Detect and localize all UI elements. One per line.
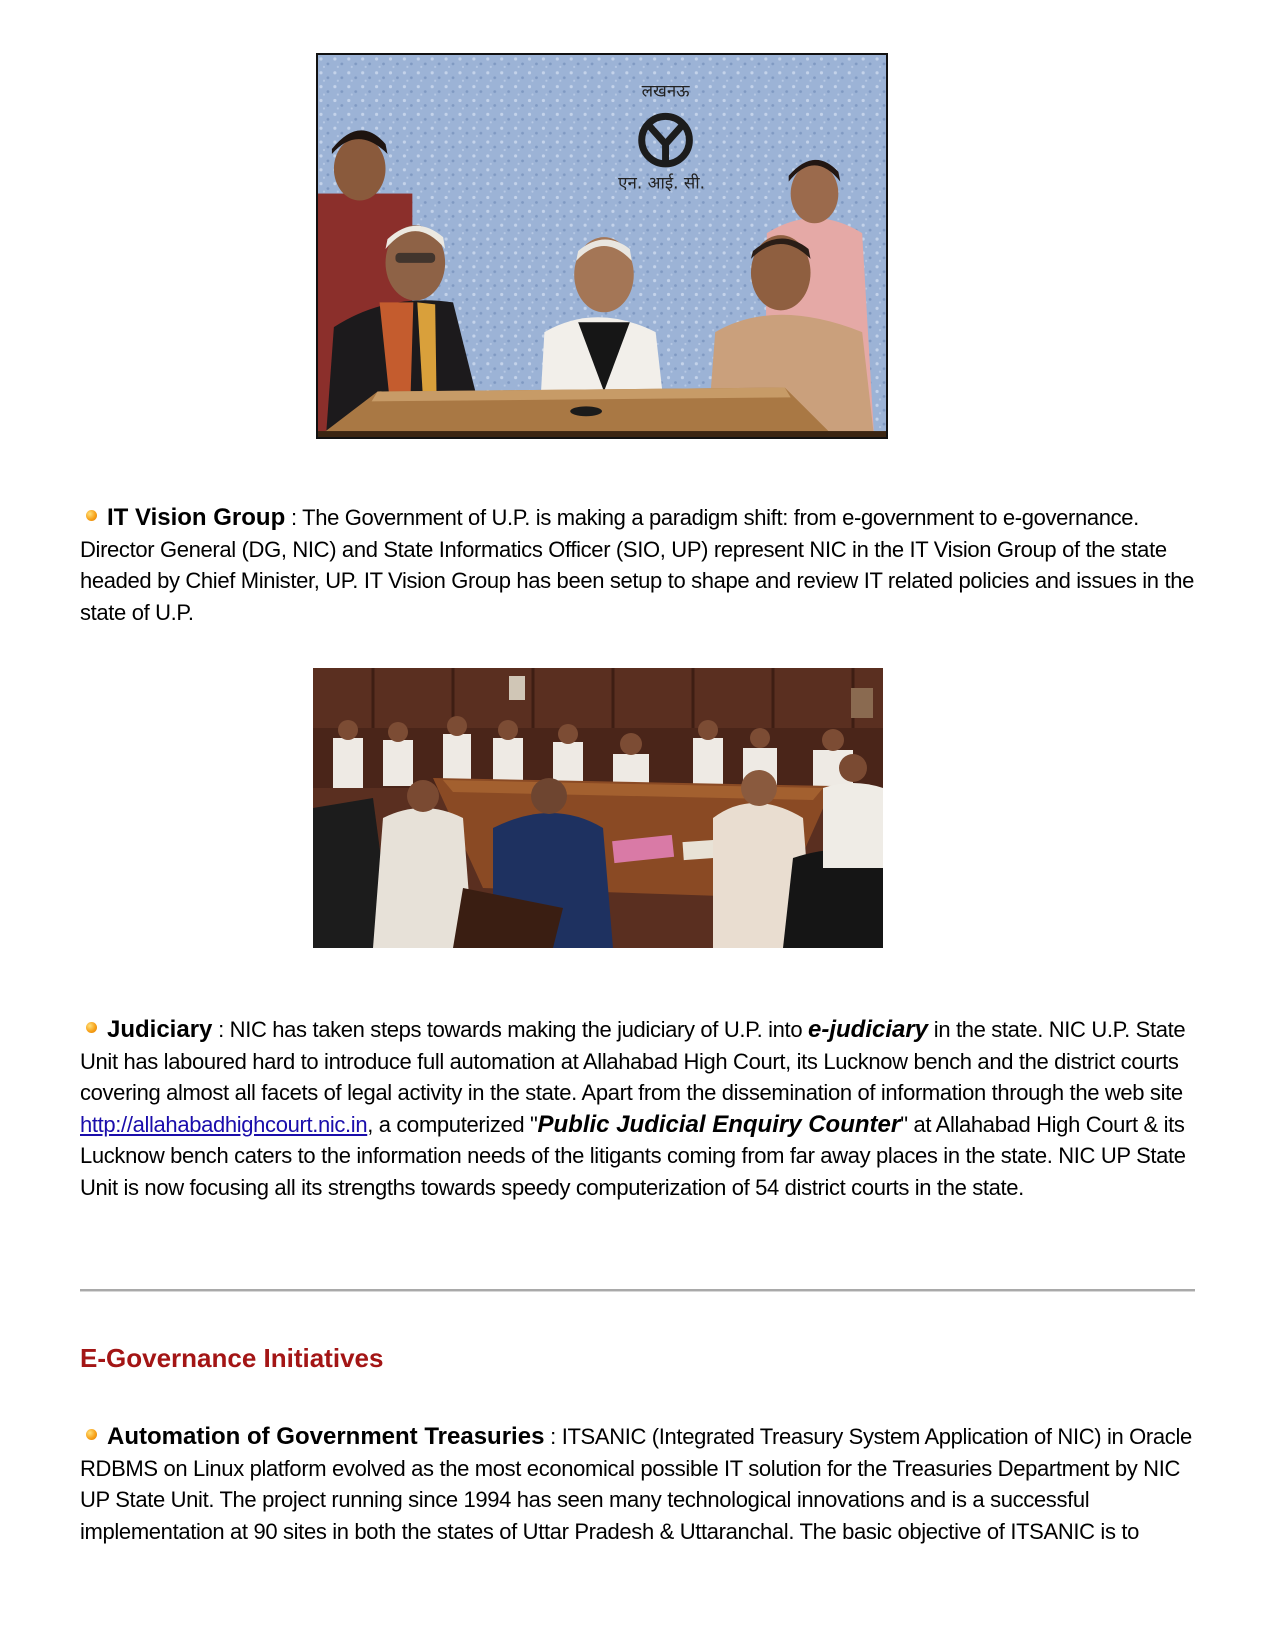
judiciary-text-4: " at Allahabad High Court & its Lucknow bench caters to the information needs of the litigants coming from far away places in the state. NIC UP State Unit is now focusing all its strengths towards speedy computerization of 54 district courts in the state. bbox=[80, 1111, 1186, 1200]
conference-meeting-photo bbox=[313, 668, 883, 948]
treasuries-term: Automation of Government Treasuries bbox=[107, 1423, 545, 1450]
judiciary-text-2: in the state. NIC U.P. State Unit has laboured hard to introduce full automation at Allahabad High Court, its Lucknow bench and the district courts covering almost all facets of legal activity in the state. Apart from the dissemination of information through the web site bbox=[80, 1017, 1186, 1105]
judiciary-term: Judiciary bbox=[107, 1016, 213, 1043]
sign-hindi-bottom: एन. आई. सी. bbox=[618, 172, 705, 193]
bullet-icon bbox=[86, 1429, 97, 1440]
horizontal-divider bbox=[80, 1289, 1195, 1292]
treasuries-text: : ITSANIC (Integrated Treasury System Application of NIC) in Oracle RDBMS on Linux platform evolved as the most economical possible IT solution for the Treasuries Department by NIC UP State Unit. The project running since 1994 has seen many technological innovations and is a successful implementation at 90 sites in both the states of Uttar Pradesh & Uttaranchal. The basic objective of ITSANIC is to bbox=[80, 1424, 1192, 1544]
it-vision-group-term: IT Vision Group bbox=[107, 504, 286, 531]
it-vision-group-paragraph bbox=[80, 502, 1195, 628]
bullet-icon bbox=[86, 1022, 97, 1033]
bullet-icon bbox=[86, 510, 97, 521]
e-judiciary-emphasis: e-judiciary bbox=[807, 1016, 929, 1043]
photo-illustration bbox=[318, 55, 886, 437]
sign-hindi-top: लखनऊ bbox=[641, 80, 690, 101]
photo-illustration bbox=[313, 668, 883, 948]
judiciary-paragraph bbox=[80, 1014, 1195, 1203]
judiciary-text-1: : NIC has taken steps towards making the judiciary of U.P. into bbox=[212, 1017, 808, 1042]
treasuries-paragraph bbox=[80, 1421, 1195, 1547]
judiciary-text-3: , a computerized " bbox=[367, 1111, 538, 1137]
public-judicial-enquiry-counter-emphasis: Public Judicial Enquiry Counter bbox=[537, 1110, 901, 1138]
allahabad-high-court-link[interactable]: http://allahabadhighcourt.nic.in bbox=[80, 1111, 368, 1137]
meeting-photo-nic-lucknow bbox=[316, 53, 888, 439]
section-heading: E-Governance Initiatives bbox=[80, 1343, 384, 1373]
it-vision-group-text: : The Government of U.P. is making a paradigm shift: from e-government to e-governance. Director General (DG, NIC) and State Informatics Officer (SIO, UP) represent NIC in the IT Vision Group of the state headed by Chief Minister, UP. IT Vision Group has been setup to shape and review IT related policies and issues in the state of U.P. bbox=[80, 505, 1194, 625]
